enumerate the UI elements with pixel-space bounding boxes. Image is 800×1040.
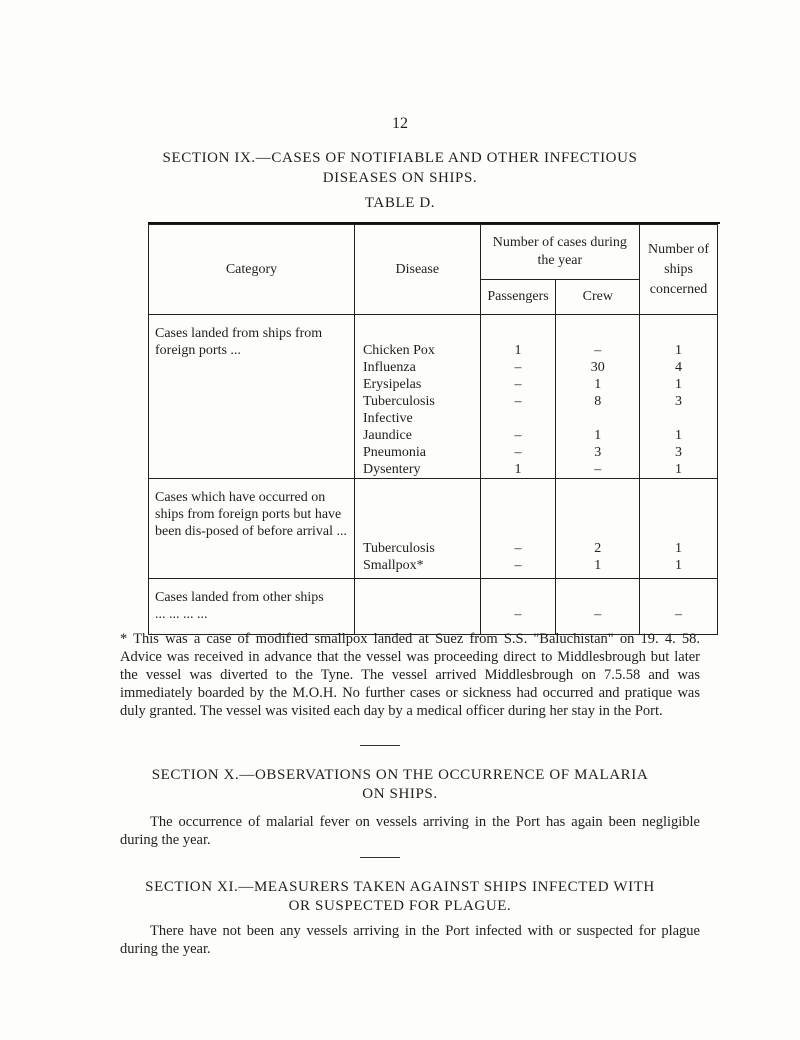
header-disease: Disease [354, 225, 480, 315]
disease-cell: Tuberculosis Smallpox* [354, 479, 480, 579]
header-ships: Number of ships concerned [640, 225, 718, 315]
page-number: 12 [392, 115, 408, 132]
section-xi-title-line2: OR SUSPECTED FOR PLAGUE. [288, 898, 512, 914]
section-x-body: The occurrence of malarial fever on vessels arriving in the Port has again been negligible during the year. [120, 814, 700, 848]
header-passengers: Passengers [480, 280, 556, 315]
category-cell: Cases landed from ships from foreign ports ... [149, 315, 355, 479]
table-title: TABLE D. [364, 195, 436, 211]
passengers-cell: – [480, 579, 556, 635]
header-cases-group: Number of cases during the year [480, 225, 639, 280]
crew-cell: 2 1 [556, 479, 640, 579]
category-cell: Cases which have occurred on ships from foreign ports but have been dis-posed of before arrival ... [149, 479, 355, 579]
header-category: Category [149, 225, 355, 315]
category-cell: Cases landed from other ships ... ... ... ... [149, 579, 355, 635]
section-x-title-line1: SECTION X.—OBSERVATIONS ON THE OCCURRENCE OF MALARIA [151, 767, 649, 783]
section-ix-title-line2: DISEASES ON SHIPS. [322, 170, 478, 186]
crew-cell: – [556, 579, 640, 635]
section-ix-title-line1: SECTION IX.—CASES OF NOTIFIABLE AND OTHER INFECTIOUS [162, 150, 638, 166]
crew-cell: – 30 1 8 1 3 – [556, 315, 640, 479]
table-row [149, 315, 718, 479]
cases-table-container [148, 224, 718, 620]
ships-cell: 1 4 1 3 1 3 1 [640, 315, 718, 479]
cases-table [148, 224, 718, 635]
section-xi-title-line1: SECTION XI.—MEASURERS TAKEN AGAINST SHIPS INFECTED WITH [145, 879, 655, 895]
table-row [149, 579, 718, 635]
table-row [149, 479, 718, 579]
passengers-cell: 1 – – – – – 1 [480, 315, 556, 479]
divider [360, 745, 400, 746]
passengers-cell: – – [480, 479, 556, 579]
disease-cell [354, 579, 480, 635]
section-xi-body: There have not been any vessels arriving in the Port infected with or suspected for plague during the year. [120, 923, 700, 957]
ships-cell: 1 1 [640, 479, 718, 579]
divider [360, 857, 400, 858]
disease-cell: Chicken Pox Influenza Erysipelas Tuberculosis Infective Jaundice Pneumonia Dysentery [354, 315, 480, 479]
section-x-title-line2: ON SHIPS. [362, 786, 438, 802]
footnote: * This was a case of modified smallpox landed at Suez from S.S. "Baluchistan" on 19. 4. 58. Advice was received in advance that the vessel was proceeding direct to Middlesbrough but later the vessel was diverted to the Tyne. The vessel arrived Middlesbrough on 7.5.58 and was immediately boarded by the M.O.H. No further cases or sickness had occurred and pratique was duly granted. The vessel was visited each day by a medical officer during her stay in the Port. [120, 631, 700, 719]
header-crew: Crew [556, 280, 640, 315]
ships-cell: – [640, 579, 718, 635]
